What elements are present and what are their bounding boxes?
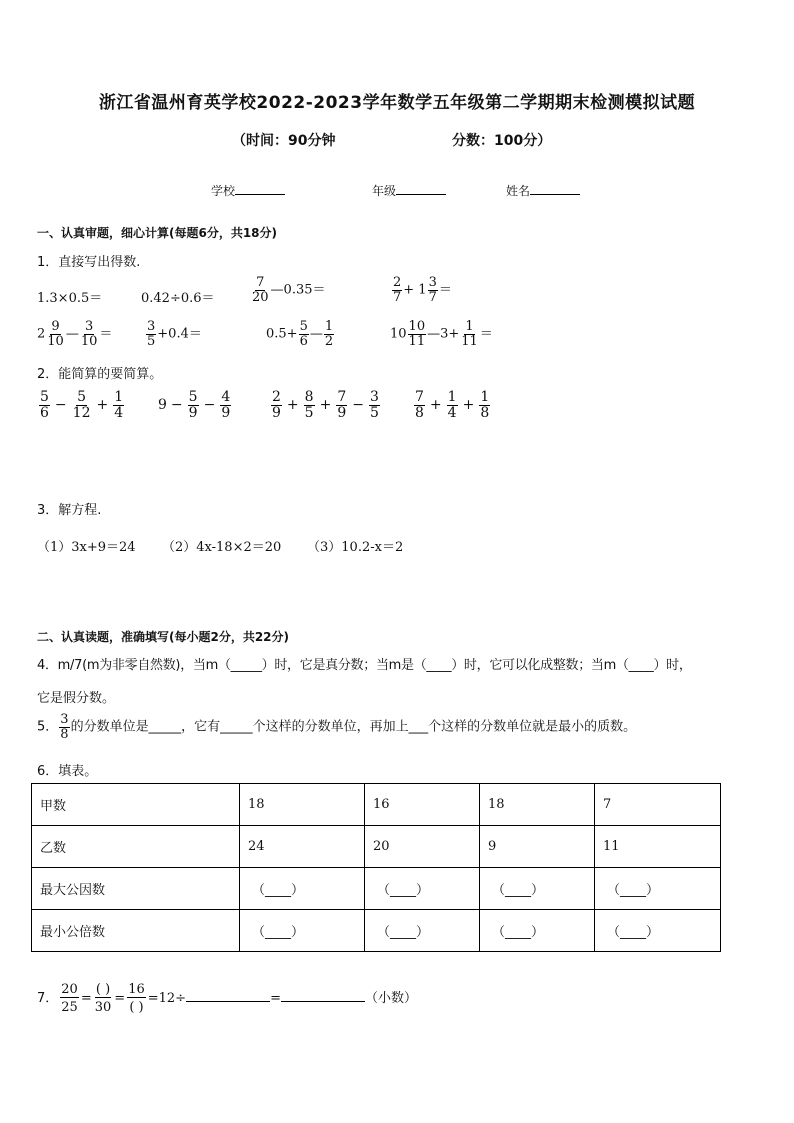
answer-blank[interactable]: （____）: [240, 868, 365, 910]
fraction-numerator: 8: [304, 389, 314, 405]
fraction-numerator: 2: [272, 389, 281, 405]
q1-prompt: 1．直接写出得数.: [37, 255, 141, 270]
operator: −: [203, 397, 216, 414]
fraction-denominator: 4: [114, 404, 124, 421]
q1-r1-c: [250, 276, 326, 304]
q2-prompt: 2．能简算的要简算。: [37, 367, 163, 382]
table-row: [32, 910, 721, 952]
expression-text: （小数）: [364, 991, 417, 1007]
name-label: 姓名: [506, 184, 531, 198]
name-blank[interactable]: [530, 182, 580, 195]
expression-text: =12÷: [147, 991, 187, 1007]
fraction-denominator: 4: [447, 404, 457, 421]
page-title: 浙江省温州育英学校2022-2023学年数学五年级第二学期期末检测模拟试题: [98, 93, 696, 113]
q4-line-2: 它是假分数。: [37, 691, 116, 706]
question-number: 5．: [37, 719, 59, 735]
table-cell: 11: [595, 826, 721, 868]
fraction-denominator: 9: [272, 404, 281, 421]
answer-blank[interactable]: [281, 989, 365, 1002]
fraction-numerator: 3: [428, 275, 437, 290]
table-cell: 20: [365, 826, 480, 868]
operator: −: [54, 397, 67, 414]
q5: [37, 713, 636, 741]
fraction-numerator: 1: [480, 389, 490, 405]
table-cell: 24: [240, 826, 365, 868]
expression-text: + 1: [403, 282, 427, 298]
expression-text: 0.5+: [266, 326, 298, 342]
answer-blank[interactable]: （____）: [480, 868, 595, 910]
fraction-numerator: 16: [128, 982, 145, 997]
expression-text: ＝: [479, 326, 493, 342]
school-label: 学校: [211, 184, 236, 198]
q1-r1-d: [391, 276, 452, 304]
answer-blank[interactable]: （____）: [480, 910, 595, 952]
fraction-numerator: 5: [299, 319, 308, 334]
fraction-denominator: 10: [80, 333, 98, 349]
whole-number: 10: [390, 326, 407, 342]
operator: +: [286, 397, 299, 414]
fraction-denominator: 9: [221, 404, 231, 421]
expression-text: —: [309, 326, 323, 342]
expression-text: —0.35＝: [270, 282, 326, 298]
expression-text: =: [114, 991, 126, 1007]
fraction-numerator: 1: [114, 389, 124, 405]
fraction-denominator: 8: [415, 404, 424, 421]
fraction-denominator: 10: [47, 333, 64, 349]
answer-blank[interactable]: [186, 989, 270, 1002]
q1-r2-b: [145, 320, 202, 348]
q1-r2-a: [37, 320, 112, 348]
fraction-denominator: 7: [393, 289, 402, 305]
row-label: 乙数: [32, 826, 240, 868]
fraction-numerator: 7: [337, 389, 347, 405]
fraction-numerator: 9: [51, 319, 60, 334]
answer-blank[interactable]: （____）: [595, 910, 721, 952]
row-label: 甲数: [32, 784, 240, 826]
fraction-numerator: 1: [465, 319, 474, 334]
fraction-numerator: 5: [188, 389, 198, 405]
fraction-denominator: 11: [408, 333, 426, 349]
fraction-numerator: 5: [40, 389, 49, 405]
fraction-numerator: 10: [408, 319, 426, 334]
whole-number: 2: [37, 326, 46, 342]
table-cell: 9: [480, 826, 595, 868]
fraction-numerator: 1: [447, 389, 457, 405]
fraction-denominator: 8: [60, 726, 69, 742]
fraction-numerator: 7: [256, 275, 265, 290]
fraction-denominator: 6: [40, 404, 49, 421]
table-cell: 18: [480, 784, 595, 826]
section1-heading: 一、认真审题，细心计算(每题6分，共18分): [37, 226, 278, 240]
q1-r2-c: [266, 320, 335, 348]
grade-label: 年级: [372, 184, 397, 198]
whole-number: 9: [158, 397, 167, 414]
answer-blank[interactable]: （____）: [240, 910, 365, 952]
fraction-numerator: 3: [60, 712, 69, 727]
answer-blank[interactable]: （____）: [365, 910, 480, 952]
section2-heading: 二、认真读题，准确填写(每小题2分，共22分): [37, 630, 290, 644]
fraction-denominator: 12: [72, 404, 91, 421]
fraction-denominator: 5: [304, 404, 314, 421]
fraction-denominator: 9: [337, 404, 347, 421]
fraction-denominator: 30: [94, 999, 112, 1015]
exam-score: 分数：100分）: [452, 133, 552, 149]
q3-equation-1: （1）3x+9＝24: [37, 540, 136, 555]
fraction-numerator: 4: [221, 389, 231, 405]
table-cell: 7: [595, 784, 721, 826]
exam-time: （时间：90分钟: [232, 133, 336, 149]
q2-expr-1: [38, 390, 125, 420]
fraction-denominator: 5: [369, 404, 379, 421]
q3-equation-2: （2）4x-18×2＝20: [162, 540, 282, 555]
fraction-denominator: 2: [324, 333, 334, 349]
fraction-blank-denominator[interactable]: ( ): [129, 999, 144, 1015]
fraction-numerator: 1: [324, 319, 334, 334]
q6-prompt: 6．填表。: [37, 764, 98, 779]
fraction-denominator: 11: [461, 333, 478, 349]
operator: +: [319, 397, 332, 414]
q1-r2-d: [390, 320, 493, 348]
fraction-denominator: 9: [188, 404, 198, 421]
expression-text: —3+: [427, 326, 460, 342]
table-cell: 16: [365, 784, 480, 826]
operator: −: [170, 397, 183, 414]
grade-field[interactable]: [372, 182, 446, 199]
q4-line-1: 4．m/7(m为非零自然数)，当m（_____）时，它是真分数；当m是（____）时，它可以化成整数；当m（____）时，: [37, 658, 692, 673]
fill-table: [31, 783, 721, 952]
q3-equation-3: （3）10.2-x＝2: [307, 540, 404, 555]
fraction-numerator: 3: [369, 389, 379, 405]
grade-blank[interactable]: [396, 182, 446, 195]
q1-r1-a: 1.3×0.5＝: [37, 291, 103, 306]
q7: [37, 983, 417, 1014]
fraction-denominator: 7: [428, 289, 437, 305]
operator: +: [429, 397, 442, 414]
answer-blank[interactable]: （____）: [365, 868, 480, 910]
table-row: [32, 826, 721, 868]
operator: +: [96, 397, 109, 414]
name-field[interactable]: [506, 182, 580, 199]
fraction-numerator: 5: [77, 389, 87, 405]
fraction-denominator: 8: [480, 404, 490, 421]
expression-text: ＝: [99, 326, 113, 342]
operator: +: [462, 397, 475, 414]
table-cell: 18: [240, 784, 365, 826]
row-label: 最小公倍数: [32, 910, 240, 952]
expression-text: =: [80, 991, 92, 1007]
fraction-numerator: 3: [84, 319, 94, 334]
q2-expr-2: [158, 390, 232, 420]
fraction-denominator: 25: [61, 999, 78, 1015]
fraction-denominator: 6: [299, 333, 308, 349]
expression-text: ＝: [438, 282, 452, 298]
q3-prompt: 3．解方程.: [37, 503, 102, 518]
expression-text: +0.4＝: [157, 326, 202, 342]
q2-expr-3: [270, 390, 381, 420]
fraction-numerator: 2: [393, 275, 402, 290]
fraction-numerator: 3: [147, 319, 156, 334]
expression-text: —: [65, 326, 79, 342]
school-blank[interactable]: [235, 182, 285, 195]
fraction-denominator: 20: [252, 289, 269, 305]
q1-r1-b: 0.42÷0.6＝: [141, 291, 215, 306]
row-label: 最大公因数: [32, 868, 240, 910]
table-row: [32, 784, 721, 826]
q2-expr-4: [413, 390, 491, 420]
expression-text: =: [270, 991, 281, 1007]
school-field[interactable]: [211, 182, 285, 199]
operator: −: [352, 397, 364, 414]
answer-blank[interactable]: （____）: [595, 868, 721, 910]
fraction-blank-numerator[interactable]: ( ): [95, 982, 111, 997]
fraction-denominator: 5: [147, 333, 156, 349]
question-number: 7．: [37, 991, 59, 1007]
fraction-numerator: 7: [415, 389, 424, 405]
q5-text: 的分数单位是_____，它有_____个这样的分数单位，再加上___个这样的分数单位就是最小的质数。: [70, 719, 637, 735]
table-row: [32, 868, 721, 910]
fraction-numerator: 20: [61, 982, 78, 997]
